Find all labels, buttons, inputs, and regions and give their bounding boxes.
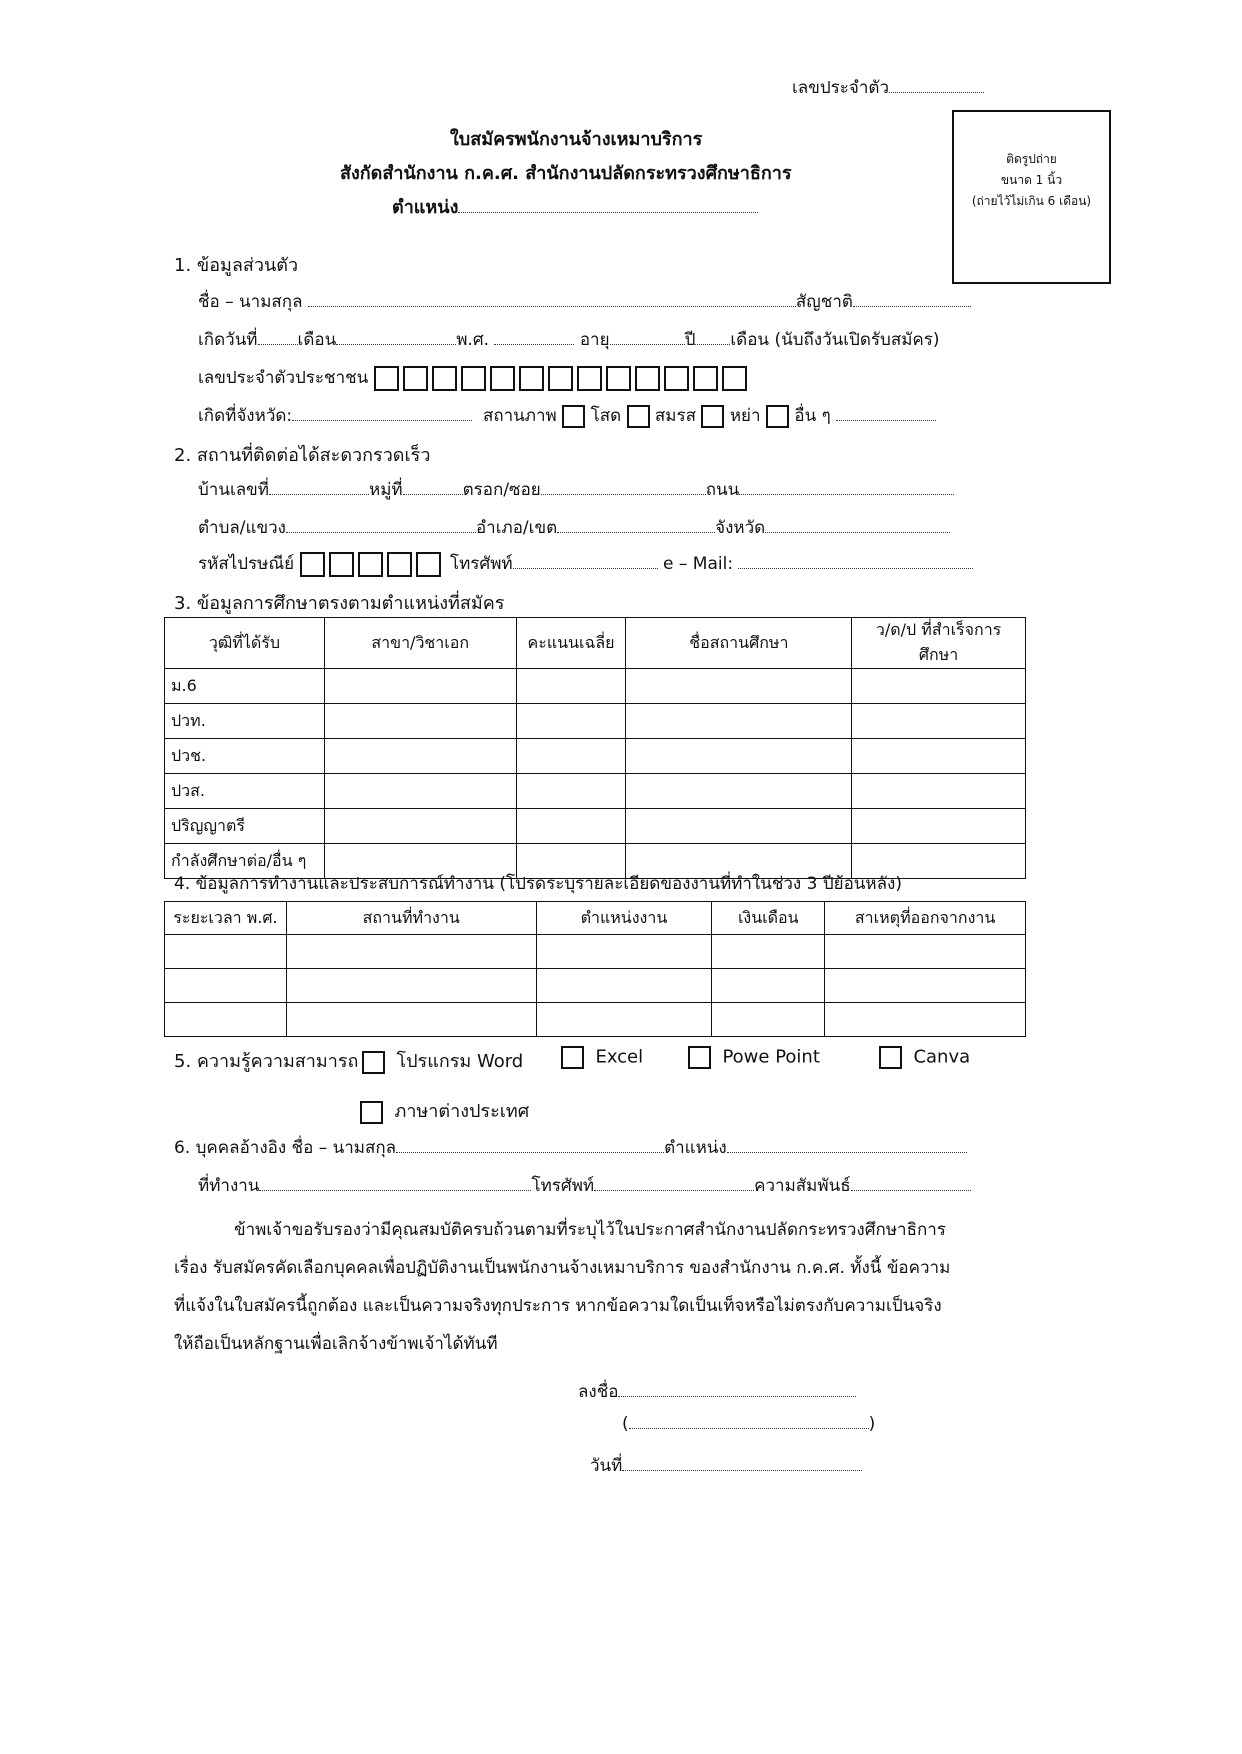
input-cell[interactable] [324,809,516,844]
moo-blank[interactable] [403,480,463,495]
reference-relation-blank[interactable] [851,1176,971,1191]
married-checkbox[interactable] [627,405,650,428]
input-cell[interactable] [852,809,1026,844]
signature-label: ลงชื่อ [578,1382,619,1402]
education-table [164,617,1026,879]
divorced-label: หย่า [729,406,761,426]
digit-box[interactable] [635,366,660,391]
postcode-label: รหัสไปรษณีย์ [198,554,295,574]
changwat-blank[interactable] [765,518,950,533]
citizen-id-row [198,364,751,391]
input-cell[interactable] [165,1003,287,1037]
col-workplace: สถานที่ทำงาน [286,902,536,935]
input-cell[interactable] [825,935,1026,969]
section-3-heading: 3. ข้อมูลการศึกษาตรงตามตำแหน่งที่สมัคร [174,593,505,614]
digit-box[interactable] [722,366,747,391]
amphoe-label: อำเภอ/เขต [475,518,558,538]
reference-row-1 [174,1134,967,1161]
age-label: อายุ [579,330,610,350]
input-cell[interactable] [852,704,1026,739]
reference-row-2 [198,1172,971,1199]
digit-box[interactable] [664,366,689,391]
nationality-blank[interactable] [853,292,971,307]
signature-blank[interactable] [618,1382,856,1397]
section-6-heading: 6. บุคคลอ้างอิง ชื่อ – นามสกุล [174,1138,397,1158]
id-number-label: เลขประจำตัว [792,78,889,98]
printed-name-blank[interactable] [629,1414,869,1429]
birth-day-blank[interactable] [258,330,298,345]
input-cell[interactable] [516,809,626,844]
reference-phone-blank[interactable] [594,1176,754,1191]
table-row [165,969,1026,1003]
table-row [165,935,1026,969]
input-cell[interactable] [286,935,536,969]
address-row-1 [198,476,954,503]
declaration-line-3: ที่แจ้งในใบสมัครนี้ถูกต้อง และเป็นความจริงทุกประการ หากข้อความใดเป็นเท็จหรือไม่ตรงกับความเป็นจริง [174,1296,942,1316]
input-cell[interactable] [852,739,1026,774]
digit-box[interactable] [387,552,412,577]
tambon-label: ตำบล/แขวง [198,518,286,538]
province-label: เกิดที่จังหวัด: [198,406,293,426]
position-blank[interactable] [458,198,758,213]
reference-position-blank[interactable] [727,1138,967,1153]
digit-box[interactable] [403,366,428,391]
married-label: สมรส [654,406,697,426]
skill-language [360,1096,529,1125]
house-no-blank[interactable] [269,480,369,495]
declaration-line-4: ให้ถือเป็นหลักฐานเพื่อเลิกจ้างข้าพเจ้าได้ทันที [174,1334,498,1354]
input-cell[interactable] [324,704,516,739]
address-row-2 [198,514,950,541]
input-cell[interactable] [324,669,516,704]
input-cell[interactable] [324,739,516,774]
degree-cell: ม.6 [165,669,325,704]
phone-blank[interactable] [513,554,658,569]
date-row [590,1452,862,1479]
open-paren: ( [622,1414,629,1434]
digit-box[interactable] [432,366,457,391]
degree-cell: ปวช. [165,739,325,774]
section-4-heading: 4. ข้อมูลการทำงานและประสบการณ์ทำงาน (โปรดระบุรายละเอียดของงานที่ทำในช่วง 3 ปีย้อนหลัง) [174,874,902,894]
reference-phone-label: โทรศัพท์ [531,1176,595,1196]
single-checkbox[interactable] [562,405,585,428]
reference-workplace-label: ที่ทำงาน [198,1176,260,1196]
email-blank[interactable] [738,554,973,569]
digit-box[interactable] [374,366,399,391]
declaration-line-1: ข้าพเจ้าขอรับรองว่ามีคุณสมบัติครบถ้วนตามที่ระบุไว้ในประกาศสำนักงานปลัดกระทรวงศึกษาธิการ [234,1220,946,1240]
name-label: ชื่อ – นามสกุล [198,292,303,312]
input-cell[interactable] [825,1003,1026,1037]
language-checkbox[interactable] [360,1101,383,1124]
road-label: ถนน [705,480,740,500]
education-header-row [165,618,1026,669]
col-major: สาขา/วิชาเอก [324,618,516,669]
col-period: ระยะเวลา พ.ศ. [165,902,287,935]
address-row-3 [198,550,973,577]
section-5-heading: 5. ความรู้ความสามารถ [174,1051,359,1072]
house-no-label: บ้านเลขที่ [198,480,270,500]
divorced-checkbox[interactable] [701,405,724,428]
digit-box[interactable] [358,552,383,577]
digit-box[interactable] [300,552,325,577]
road-blank[interactable] [739,480,954,495]
digit-box[interactable] [490,366,515,391]
year-label: ปี [684,330,696,350]
signature-row [578,1378,856,1405]
digit-box[interactable] [519,366,544,391]
canva-checkbox[interactable] [879,1046,902,1069]
input-cell[interactable] [165,969,287,1003]
reference-position-label: ตำแหน่ง [664,1138,727,1158]
digit-box[interactable] [693,366,718,391]
skill-powerpoint [688,1046,820,1069]
degree-cell: ปวส. [165,774,325,809]
input-cell[interactable] [626,809,852,844]
input-cell[interactable] [712,1003,825,1037]
amphoe-blank[interactable] [557,518,715,533]
reference-relation-label: ความสัมพันธ์ [754,1176,851,1196]
input-cell[interactable] [626,739,852,774]
photo-box [952,110,1111,284]
birth-year-blank[interactable] [494,330,574,345]
canva-label: Canva [913,1046,971,1068]
input-cell[interactable] [165,935,287,969]
other-status-label: อื่น ๆ [794,406,831,426]
skill-canva [879,1046,970,1069]
birth-day-label: เกิดวันที่ [198,330,258,350]
input-cell[interactable] [516,774,626,809]
age-years-blank[interactable] [610,330,685,345]
powerpoint-checkbox[interactable] [688,1046,711,1069]
name-blank[interactable] [308,292,796,307]
title-line-1: ใบสมัครพนักงานจ้างเหมาบริการ [450,129,703,150]
input-cell[interactable] [516,739,626,774]
col-graduation-date: ว/ด/ป ที่สำเร็จการศึกษา [852,618,1026,669]
citizen-id-boxes[interactable] [374,368,751,388]
position-field [392,192,758,221]
postcode-boxes[interactable] [300,554,445,574]
other-status-blank[interactable] [836,406,936,421]
skill-excel [561,1046,643,1069]
citizen-id-label: เลขประจำตัวประชาชน [198,368,369,388]
month2-label: เดือน (นับถึงวันเปิดรับสมัคร) [730,330,940,350]
digit-box[interactable] [461,366,486,391]
col-salary: เงินเดือน [712,902,825,935]
age-months-blank[interactable] [695,330,730,345]
digit-box[interactable] [577,366,602,391]
input-cell[interactable] [712,969,825,1003]
digit-box[interactable] [329,552,354,577]
digit-box[interactable] [416,552,441,577]
email-label: e – Mail: [663,554,734,574]
table-row [165,1003,1026,1037]
input-cell[interactable] [536,935,712,969]
degree-cell: กำลังศึกษาต่อ/อื่น ๆ [165,844,325,879]
month-label: เดือน [297,330,337,350]
work-experience-table [164,901,1026,1037]
nationality-label: สัญชาติ [795,292,853,312]
reference-workplace-blank[interactable] [259,1176,531,1191]
photo-line-2: ขนาด 1 นิ้ว [1000,173,1063,187]
input-cell[interactable] [852,774,1026,809]
table-row [165,739,1026,774]
section-1-heading: 1. ข้อมูลส่วนตัว [174,255,299,276]
input-cell[interactable] [516,704,626,739]
changwat-label: จังหวัด [715,518,766,538]
degree-cell: ปริญญาตรี [165,809,325,844]
date-label: วันที่ [590,1456,623,1476]
input-cell[interactable] [516,669,626,704]
col-gpa: คะแนนเฉลี่ย [516,618,626,669]
reference-name-blank[interactable] [396,1138,664,1153]
table-row [165,704,1026,739]
close-paren: ) [868,1414,876,1434]
date-blank[interactable] [622,1456,862,1471]
phone-label: โทรศัพท์ [449,554,513,574]
col-degree: วุฒิที่ได้รับ [165,618,325,669]
col-institution: ชื่อสถานศึกษา [626,618,852,669]
language-label: ภาษาต่างประเทศ [394,1101,530,1122]
input-cell[interactable] [626,774,852,809]
be-label: พ.ศ. [456,330,490,350]
birth-month-blank[interactable] [336,330,456,345]
input-cell[interactable] [536,1003,712,1037]
tambon-blank[interactable] [286,518,476,533]
position-label: ตำแหน่ง [392,197,459,218]
input-cell[interactable] [286,969,536,1003]
photo-line-3: (ถ่ายไว้ไม่เกิน 6 เดือน) [971,194,1092,208]
province-status-row [198,402,936,429]
input-cell[interactable] [286,1003,536,1037]
input-cell[interactable] [626,704,852,739]
powerpoint-label: Powe Point [722,1046,820,1068]
status-label: สถานภาพ [482,406,557,426]
digit-box[interactable] [548,366,573,391]
photo-line-1: ติดรูปถ่าย [1006,152,1057,166]
printed-name-row [622,1414,875,1434]
name-row [198,288,971,315]
word-label: โปรแกรม Word [396,1051,524,1072]
birth-row [198,326,940,353]
degree-cell: ปวท. [165,704,325,739]
soi-label: ตรอก/ซอย [462,480,541,500]
skill-word [362,1046,523,1075]
table-row [165,669,1026,704]
title-line-2: สังกัดสำนักงาน ก.ค.ศ. สำนักงานปลัดกระทรวงศึกษาธิการ [340,163,792,184]
id-number-blank[interactable] [889,78,984,93]
col-reason-leaving: สาเหตุที่ออกจากงาน [825,902,1026,935]
moo-label: หมู่ที่ [369,480,403,500]
input-cell[interactable] [626,669,852,704]
digit-box[interactable] [606,366,631,391]
input-cell[interactable] [324,774,516,809]
col-job-title: ตำแหน่งงาน [536,902,712,935]
other-status-checkbox[interactable] [766,405,789,428]
section-2-heading: 2. สถานที่ติดต่อได้สะดวกรวดเร็ว [174,445,431,466]
excel-label: Excel [595,1046,644,1068]
input-cell[interactable] [852,669,1026,704]
table-row [165,809,1026,844]
work-header-row [165,902,1026,935]
word-checkbox[interactable] [362,1051,385,1074]
single-label: โสด [590,406,622,426]
input-cell[interactable] [536,969,712,1003]
soi-blank[interactable] [541,480,706,495]
id-number-field [792,74,984,101]
input-cell[interactable] [825,969,1026,1003]
input-cell[interactable] [712,935,825,969]
province-blank[interactable] [292,406,472,421]
declaration-line-2: เรื่อง รับสมัครคัดเลือกบุคคลเพื่อปฏิบัติงานเป็นพนักงานจ้างเหมาบริการ ของสำนักงาน ก.ค.ศ. ทั้งนี้ ข้อความ [174,1258,951,1278]
excel-checkbox[interactable] [561,1046,584,1069]
table-row [165,774,1026,809]
